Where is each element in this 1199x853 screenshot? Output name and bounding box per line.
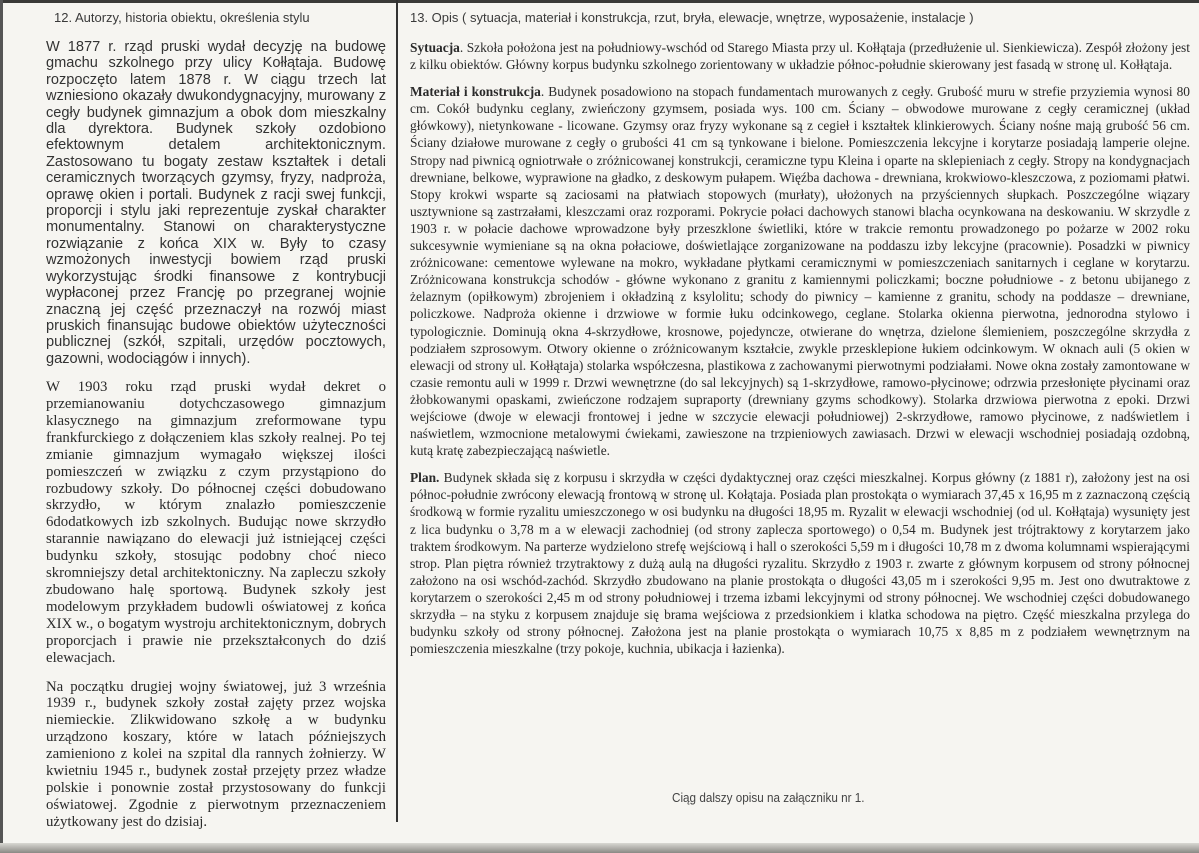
history-paragraph-3: Na początku drugiej wojny światowej, już 3 września 1939 r., budynek szkoły został zajęty przez wojska niemieckie. Zlikwidowano szkołę a w budynku urządzono koszary, które w latach późniejszych zamieniono z kolei na szpital dla rannych żołnierzy. W kwietniu 1945 r., budynek został przejęty przez władze polskie i ponownie został przystosowany do funkcji oświatowej. Zgodnie z pierwotnym przeznaczeniem użytkowany jest do dzisiaj. (46, 678, 386, 830)
history-column (46, 10, 386, 843)
page-left-edge (0, 0, 3, 853)
situation-paragraph (410, 39, 1190, 73)
plan-paragraph (410, 469, 1190, 657)
material-construction-text: . Budynek posadowiono na stopach fundamentach murowanych z cegły. Grubość muru w strefie przyziemia wynosi 80 cm. Cokół budynku ceglany, zwieńczony gzymsem, posiada wys. 100 cm. Ściany – obwodowe murowane z cegły ceramicznej (układ główkowy), nietynkowane - licowane. Gzymsy oraz fryzy wykonane są z cegieł i kształtek klinkierowych. Ściany nośne mają grubość 56 cm. Ściany działowe murowane z cegły o grubości 41 cm są tynkowane i bielone. Pomieszczenia lekcyjne i korytarze posiadają lamperie olejne. Stropy nad piwnicą ogniotrwałe o zróżnicowanej konstrukcji, ceramiczne typu Kleina i oparte na sklepieniach z cegły. Stropy na kondygnacjach drewniane, belkowe, wyprawione na gładko, z deskowym pułapem. Więźba dachowa - drewniana, krokwiowo-kleszczowa, z poziomami płatwi. Stopy krokwi wsparte są zaciosami na płatwiach stopowych (murłaty), ułożonych na przyściennych słupkach. Poszczególne wiązary usztywnione są zastrzałami, kleszczami oraz rozporami. Pokrycie połaci dachowych stanowi blacha ocynkowana na deskowaniu. W skrzydle z 1903 r. w połacie dachowe wprowadzone były przeszklone świetliki, które w trakcie remontu prowadzonego po pożarze w 2002 roku sukcesywnie wymieniane są na okna połaciowe, doświetlające zorganizowane na poddaszu izby lekcyjne (pracownie). Posadzki w piwnicy zróżnicowane: cementowe wylewane na mokro, wykładane płytkami ceramicznymi w pomieszczeniach sanitarnych i ceglane w korytarzu. Zróżnicowana konstrukcja schodów - główne wykonano z granitu z kamiennymi policzkami; boczne południowe - z betonu ubijanego z żelaznym (opiłkowym) zbrojeniem i okładziną z ksylolitu; schody do piwnicy – kamienne z granitu, schody na poddasze – drewniane, policzkowe. Nadproża okienne i drzwiowe w formie łuku odcinkowego, ceglane. Stolarka okienna pierwotna, jednorodna stylowo i typologicznie. Dominują okna 4-skrzydłowe, krosnowe, pojedyncze, otwierane do wnętrza, dzielone ślemieniem, poszczególne skrzydła z podziałem szprosowym. Otwory okienne o zróżnicowanym kształcie, zwykle przesklepione łukiem odcinkowym. W oknach auli (5 okien w elewacji od strony ul. Kołłątaja) stolarka współczesna, plastikowa z zachowanymi pierwotnymi podziałami. Nowe okna zostały zamontowane w czasie remontu auli w 1999 r. Drzwi wewnętrzne (do sal lekcyjnych) są 1-skrzydłowe, ramowo-płycinowe; odrzwia przesłonięte płycinami oraz żłobkowanymi opaskami, zwieńczone rodzajem supraporty (drewniany gzyms schodkowy). Stolarka drzwiowa pierwotna z epoki. Drzwi wejściowe (dwoje w elewacji frontowej i jedne w szczycie elewacji południowej) 2-skrzydłowe, ramowo płycinowe, z nadświetlem i naświetlem, wzmocnione metalowymi ćwiekami, zawieszone na trzpieniowych zawiasach. Drzwi w elewacji wschodniej posiadają ozdobną, kutą kratę zabezpieczającą naświetle. (410, 84, 1190, 459)
material-construction-paragraph (410, 83, 1190, 459)
description-column (410, 10, 1190, 667)
column-divider (396, 0, 398, 822)
page-bottom-edge (0, 843, 1199, 853)
continuation-note: Ciąg dalszy opisu na załączniku nr 1. (672, 790, 865, 805)
history-paragraph-2: W 1903 roku rząd pruski wydał dekret o przemianowaniu dotychczasowego gimnazjum klasycznego na gimnazjum zreformowane typu frankfurckiego z dołączeniem klas szkoły realnej. Po tej zmianie gimnazjum wymagało większej ilości pomieszczeń w związku z czym przystąpiono do rozbudowy szkoły. Do północnej części dobudowano skrzydło, w którym znalazło pomieszczenie 6dodatkowych izb szkolnych. Budując nowe skrzydło starannie nawiązano do elewacji już istniejącej części budynku szkoły, stosując podobny choć nieco skromniejszy detal architektoniczny. Na zapleczu szkoły zbudowano halę sportową. Budynek szkoły jest modelowym przykładem budowli oświatowej z końca XIX w., o bogatym wystroju architektonicznym, dobrych proporcjach i prawie nie przekształconych do dziś elewacjach. (46, 379, 386, 666)
section-12-header: 12. Autorzy, historia obiektu, określenia stylu (54, 10, 310, 25)
plan-heading: Plan. (410, 470, 440, 486)
page-top-edge (0, 0, 1199, 3)
situation-text: . Szkoła położona jest na południowy-wschód od Starego Miasta przy ul. Kołłątaja (przedłużenie ul. Sienkiewicza). Zespół złożony jest z kilku obiektów. Główny korpus budynku szkolnego zorientowany w układzie północ-południe skierowany jest fasadą w stronę ul. Kołłątaja. (410, 40, 1190, 73)
material-construction-heading: Materiał i konstrukcja (410, 84, 541, 100)
history-paragraph-1: W 1877 r. rząd pruski wydał decyzję na budowę gmachu szkolnego przy ulicy Kołłątaja. Budowę rozpoczęto latem 1878 r. W ciągu trzech lat wzniesiono okazały dwukondygnacyjny, murowany z cegły budynek gimnazjum a obok dom mieszkalny dla dyrektora. Budynek szkoły ozdobiono efektownym detalem architektonicznym. Zastosowano tu bogaty zestaw kształtek i detali ceramicznych tworzących gzymsy, fryzy, nadproża, oprawę okien i portali. Budynek z racji swej funkcji, proporcji i stylu jaki reprezentuje zyskał charakter monumentalny. Stanowi on charakterystyczne rozwiązanie z końca XIX w. Były to czasy wzmożonych inwestycji bowiem rząd pruski wykorzystując środki finansowe z kontrybucji wypłaconej przez Francję po przegranej wojnie znaczną jej część przeznaczył na rozwój miast pruskich finansując budowe obiektów użyteczności publicznej (szkół, szpitali, urzędów pocztowych, gazowni, wodociągów i innych). (46, 39, 386, 367)
section-13-header: 13. Opis ( sytuacja, materiał i konstrukcja, rzut, bryła, elewacje, wnętrze, wyposażenie, instalacje ) (410, 10, 974, 25)
plan-text: Budynek składa się z korpusu i skrzydła w części dydaktycznej oraz części mieszkalnej. Korpus główny (z 1881 r), założony jest na osi północ-południe zwrócony elewacją frontową w stronę ul. Kołątaja. Posiada plan prostokąta o wymiarach 37,45 x 16,95 m z zaznaczoną częścią środkową w formie ryzalitu umieszczonego w osi budynku na długości 18,95 m. Ryzalit w elewacji wschodniej (od ul. Kołłątaja) wysunięty jest z lica budynku o 3,78 m a w elewacji zachodniej (od strony zaplecza sportowego) o 0,54 m. Budynek jest trójtraktowy z korytarzem jako traktem środkowym. Na parterze wydzielono strefę wejściową i hall o szerokości 5,59 m i długości 10,78 m z dwoma kolumnami wspierającymi strop. Plan piętra również trzytraktowy z dużą aulą na długości ryzalitu. Skrzydło z 1903 r. zwarte z głównym korpusem od strony północnej założono na osi wschód-zachód. Skrzydło zbudowano na planie prostokąta o długości 43,05 m i szerokości 9,95 m. Jest ono dwutraktowe z korytarzem o szerokości 2,45 m od strony południowej i trzema izbami lekcyjnymi od strony północnej. We wschodniej części dobudowanego skrzydła – na styku z korpusem znajduje się brama wejściowa z przedsionkiem i klatka schodowa na piętro. Część mieszkalna przylega do budynku szkoły od strony północnej. Założona jest na planie prostokąta o wymiarach 10,75 x 8,85 m z podziałem wewnętrznym na pomieszczenia mieszkalne (trzy pokoje, kuchnia, ubikacja i łazienka). (410, 470, 1190, 657)
situation-heading: Sytuacja (410, 40, 460, 55)
